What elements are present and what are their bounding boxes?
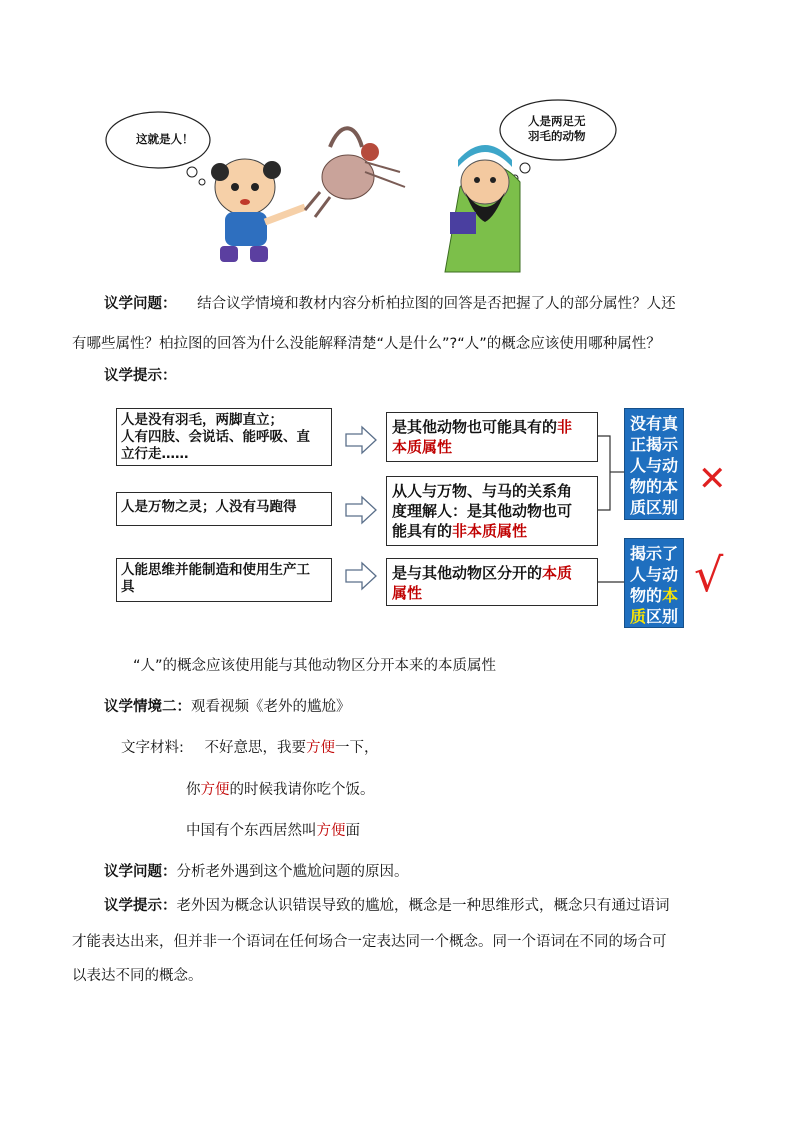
scene2-text: 观看视频《老外的尴尬》 (191, 699, 351, 715)
material-line1 (121, 738, 379, 758)
material-s2-a: 你 (186, 782, 201, 798)
plucked-chicken (305, 128, 405, 217)
arrow-right-icon (346, 497, 376, 523)
blue-box-1-line3: 人与动 (629, 456, 678, 475)
material-label: 文字材料: (121, 740, 184, 756)
material-s3-c: 面 (345, 823, 360, 839)
arrow-right-icon (346, 427, 376, 453)
blue-box-2-line3a: 物的 (629, 586, 662, 605)
left-box-3-line1: 人能思维并能制造和使用生产工 (121, 562, 310, 578)
question1-label: 议学问题： (104, 296, 177, 312)
left-box-3 (116, 558, 332, 602)
question2-text: 分析老外遇到这个尴尬问题的原因。 (176, 864, 409, 880)
left-box-2-text: 人是万物之灵；人没有马跑得 (121, 499, 297, 515)
right-bubble-text-line2: 羽毛的动物 (528, 129, 586, 143)
hint2-text-line1: 老外因为概念认识错误导致的尴尬，概念是一种思维形式，概念只有通过语词 (176, 898, 670, 914)
blue-box-1-line4: 物的本 (629, 477, 678, 496)
blue-box-2-line2: 人与动 (629, 565, 678, 584)
blue-box-2-line4a: 质 (629, 607, 646, 626)
question1-line1 (104, 294, 676, 314)
left-box-1-line1: 人是没有羽毛，两脚直立； (121, 412, 283, 428)
plato-figure (445, 145, 520, 272)
material-line2 (186, 780, 375, 800)
blue-box-2-line1: 揭示了 (629, 544, 678, 563)
left-box-1-line2: 人有四肢、会说话、能呼吸、直 (121, 429, 310, 445)
question2-label: 议学问题： (104, 864, 177, 880)
material-s1 (205, 740, 379, 756)
right-box-3-text-a: 是与其他动物区分开的 (392, 564, 543, 582)
right-box-3 (386, 558, 598, 606)
right-box-3-text-b: 本质 (542, 564, 573, 582)
blue-box-1-line2: 正揭示 (629, 435, 678, 454)
hint2-line2: 才能表达出来，但并非一个语词在任何场合一定表达同一个概念。同一个语词在不同的场合可 (72, 934, 667, 950)
question1-line2: 有哪些属性？柏拉图的回答为什么没能解释清楚“人是什么”?“人”的概念应该使用哪种属性？ (72, 336, 661, 352)
hint1-label: 议学提示： (104, 368, 177, 384)
hint2-line3: 以表达不同的概念。 (72, 968, 203, 984)
illustration (100, 92, 660, 282)
blue-box-2 (624, 538, 684, 628)
scene2-line (104, 697, 351, 717)
hint2-line1 (104, 896, 670, 916)
material-line3 (186, 821, 360, 841)
blue-box-1-line5: 质区别 (629, 498, 678, 517)
question1-text-line1: 结合议学情境和教材内容分析柏拉图的回答是否把握了人的部分属性？人还 (197, 296, 676, 312)
right-box-2-line1: 从人与万物、与马的关系角 (392, 482, 573, 500)
material-s2-b: 方便 (200, 782, 230, 798)
material-s1-a: 不好意思，我要 (204, 740, 306, 756)
right-box-1-text-a: 是其他动物也可能具有的 (392, 418, 558, 436)
right-box-3-text-c: 属性 (392, 584, 423, 602)
right-bubble-text-line1: 人是两足无 (528, 114, 586, 128)
left-thought-bubble (106, 112, 210, 185)
left-box-2 (116, 492, 332, 526)
material-s2-c: 的时候我请你吃个饭。 (229, 782, 375, 798)
right-box-1 (386, 412, 598, 462)
arrow-right-icon (346, 563, 376, 589)
cross-icon: ✕ (698, 459, 727, 499)
left-box-3-line2: 具 (121, 579, 135, 595)
material-s3-b: 方便 (316, 823, 346, 839)
right-box-1-text-c: 本质属性 (392, 438, 453, 456)
material-s3-a: 中国有个东西居然叫 (186, 823, 317, 839)
material-s1-b: 方便 (306, 740, 335, 756)
hint2-label: 议学提示： (104, 898, 177, 914)
arrows (342, 400, 382, 640)
right-box-2-line2: 度理解人：是其他动物也可 (392, 502, 573, 520)
right-box-1-text-b: 非 (557, 418, 573, 436)
check-icon: √ (694, 548, 724, 602)
left-bubble-text: 这就是人！ (136, 132, 194, 146)
right-box-2-line3b: 非本质属性 (452, 522, 528, 540)
blue-box-2-line4b: 区别 (646, 607, 679, 626)
blue-box-1-line1: 没有真 (629, 414, 678, 433)
scene2-label: 议学情境二： (104, 699, 191, 715)
right-box-2-line3a: 能具有的 (392, 522, 453, 540)
concept-diagram (110, 400, 750, 640)
blue-box-1 (624, 408, 684, 520)
left-box-1-line3: 立行走…… (121, 446, 189, 462)
blue-box-2-line3b: 本 (662, 586, 679, 605)
material-s1-c: 一下， (335, 740, 379, 756)
left-box-1 (116, 408, 332, 466)
conclusion: “人”的概念应该使用能与其他动物区分开本来的本质属性 (133, 658, 497, 674)
question2-line (104, 862, 409, 882)
right-box-2 (386, 476, 598, 546)
child-figure (211, 159, 305, 262)
